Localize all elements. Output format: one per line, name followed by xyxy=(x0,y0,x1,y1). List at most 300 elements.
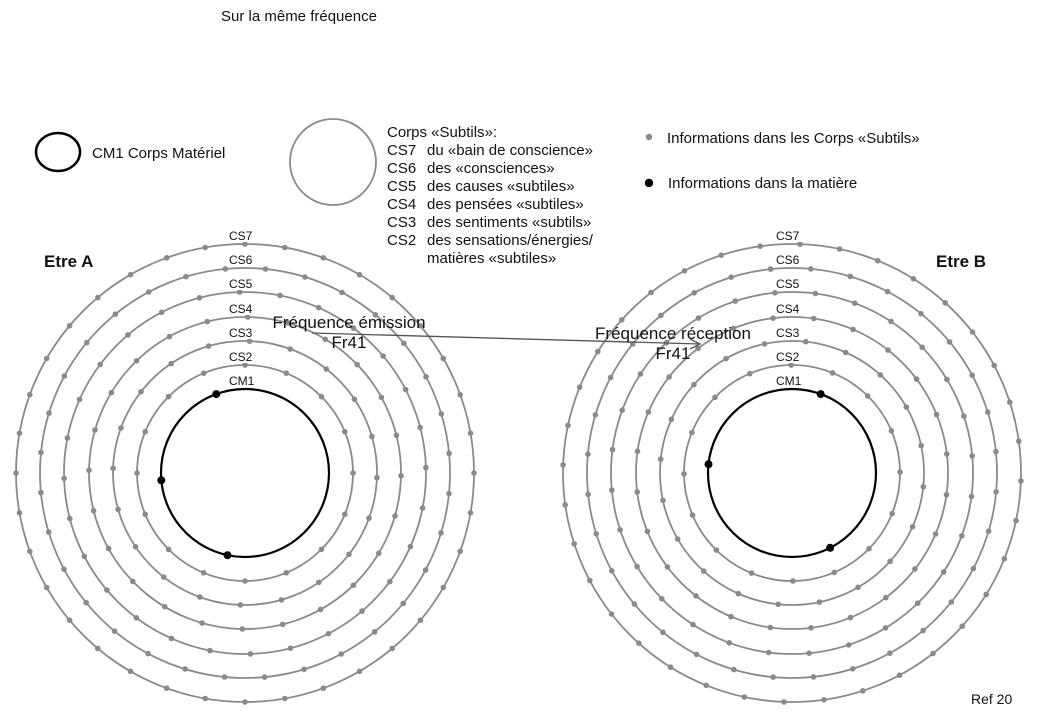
being-a-ring-label-cs6: CS6 xyxy=(229,253,253,267)
being-b-subtle-info-dot xyxy=(714,547,720,553)
being-a-subtle-info-dot xyxy=(357,272,363,278)
being-a-subtle-info-dot xyxy=(379,395,385,401)
being-a-subtle-info-dot xyxy=(161,574,167,580)
being-a-subtle-info-dot xyxy=(61,566,67,572)
being-a-subtle-info-dot xyxy=(280,622,286,628)
being-b-subtle-info-dot xyxy=(681,471,687,477)
being-b-subtle-info-dot xyxy=(911,276,917,282)
being-b-subtle-info-dot xyxy=(808,625,814,631)
being-a-subtle-info-dot xyxy=(321,255,327,261)
emission-frequency-title: Fréquence émission xyxy=(272,313,426,332)
being-a-subtle-info-dot xyxy=(366,515,372,521)
being-b-ring-label-cs3: CS3 xyxy=(776,326,800,340)
reception-frequency-label xyxy=(585,324,761,364)
being-b-subtle-info-dot xyxy=(757,243,763,249)
being-a-subtle-info-dot xyxy=(380,353,386,359)
being-b-subtle-info-dot xyxy=(947,339,953,345)
legend-subtle-code: CS6 xyxy=(387,160,417,177)
being-a-subtle-info-dot xyxy=(130,579,136,585)
being-b-subtle-info-dot xyxy=(690,622,696,628)
being-b-subtle-info-dot xyxy=(770,315,776,321)
being-a-subtle-info-dot xyxy=(167,334,173,340)
being-a-subtle-info-dot xyxy=(86,468,92,474)
being-b-subtle-info-dot xyxy=(969,453,975,459)
being-b-subtle-info-dot xyxy=(658,456,664,462)
being-b-subtle-info-dot xyxy=(768,266,774,272)
being-a-subtle-info-dot xyxy=(138,389,144,395)
being-a-subtle-info-dot xyxy=(46,529,52,535)
being-a-subtle-info-dot xyxy=(301,667,307,673)
being-b-subtle-info-dot xyxy=(609,568,615,574)
being-a-subtle-info-dot xyxy=(61,476,67,482)
being-a-subtle-info-dot xyxy=(145,651,151,657)
being-b-subtle-info-dot xyxy=(770,674,776,680)
being-b-subtle-info-dot xyxy=(766,650,772,656)
being-a-subtle-info-dot xyxy=(113,311,119,317)
being-b-subtle-info-dot xyxy=(985,409,991,415)
being-b-subtle-info-dot xyxy=(961,413,967,419)
being-a-subtle-info-dot xyxy=(206,343,212,349)
being-a-subtle-info-dot xyxy=(369,434,375,440)
emission-frequency-value: Fr41 xyxy=(331,333,367,352)
being-a-subtle-info-dot xyxy=(326,631,332,637)
being-b-subtle-info-dot xyxy=(762,341,768,347)
being-a-subtle-info-dot xyxy=(44,356,50,362)
being-b-subtle-info-dot xyxy=(837,246,843,252)
being-a-subtle-info-dot xyxy=(92,427,98,433)
being-a-subtle-info-dot xyxy=(302,274,308,280)
being-a-subtle-info-dot xyxy=(201,370,207,376)
being-b-subtle-info-dot xyxy=(944,451,950,457)
being-b-matter-info-dot xyxy=(817,390,825,398)
being-a-subtle-info-dot xyxy=(67,617,73,623)
being-a-label: Etre A xyxy=(44,252,94,271)
legend-matter-info-label: Informations dans la matière xyxy=(668,175,858,192)
being-b-subtle-info-dot xyxy=(728,274,734,280)
being-a-ring-label-cs5: CS5 xyxy=(229,277,253,291)
being-a-subtle-info-dot xyxy=(389,646,395,652)
being-b-subtle-info-dot xyxy=(658,313,664,319)
legend-subtle-text: matières «subtiles» xyxy=(427,250,557,267)
legend-subtle-info-label: Informations dans les Corps «Subtils» xyxy=(667,130,920,147)
being-b-subtle-info-dot xyxy=(933,531,939,537)
being-a-ring-cm1 xyxy=(161,389,329,557)
being-b-subtle-info-dot xyxy=(883,625,889,631)
being-a-subtle-info-dot xyxy=(441,356,447,362)
being-a-subtle-info-dot xyxy=(159,310,165,316)
being-b-subtle-info-dot xyxy=(897,469,903,475)
legend-subtle-row xyxy=(387,178,593,196)
being-b-subtle-info-dot xyxy=(732,298,738,304)
being-a-subtle-info-dot xyxy=(205,319,211,325)
being-b-subtle-info-dot xyxy=(781,699,787,705)
being-b-matter-info-dot xyxy=(826,544,834,552)
legend-subtle-circle xyxy=(290,119,376,205)
legend-subtle-code: CS4 xyxy=(387,196,417,213)
being-a-subtle-info-dot xyxy=(338,651,344,657)
being-b-subtle-info-dot xyxy=(883,595,889,601)
being-a-subtle-info-dot xyxy=(352,396,358,402)
being-b-subtle-info-dot xyxy=(934,412,940,418)
being-b-subtle-info-dot xyxy=(959,623,965,629)
being-b-subtle-info-dot xyxy=(712,395,718,401)
being-a-subtle-info-dot xyxy=(91,508,97,514)
being-b-subtle-info-dot xyxy=(619,317,625,323)
being-a-subtle-info-dot xyxy=(67,323,73,329)
being-b-subtle-info-dot xyxy=(855,585,861,591)
being-b-subtle-info-dot xyxy=(904,404,910,410)
being-a-matter-info-dot xyxy=(157,476,165,484)
legend-subtle-code xyxy=(387,250,427,268)
being-a-subtle-info-dot xyxy=(166,547,172,553)
being-a-ring-label-cs7: CS7 xyxy=(229,229,253,243)
being-a-subtle-info-dot xyxy=(357,669,363,675)
being-a-subtle-info-dot xyxy=(441,585,447,591)
being-b-subtle-info-dot xyxy=(691,382,697,388)
being-b-subtle-info-dot xyxy=(885,347,891,353)
being-b-subtle-info-dot xyxy=(645,529,651,535)
being-a-subtle-info-dot xyxy=(263,266,269,272)
being-b-subtle-info-dot xyxy=(747,371,753,377)
being-a-subtle-info-dot xyxy=(17,510,23,516)
being-b-subtle-info-dot xyxy=(577,384,583,390)
being-b-subtle-info-dot xyxy=(889,511,895,517)
being-a-ring-label-cs4: CS4 xyxy=(229,302,253,316)
being-b-subtle-info-dot xyxy=(914,376,920,382)
being-b-subtle-info-dot xyxy=(1018,478,1024,484)
being-a-subtle-info-dot xyxy=(134,358,140,364)
being-b-subtle-info-dot xyxy=(617,527,623,533)
being-b-subtle-info-dot xyxy=(983,592,989,598)
being-a-subtle-info-dot xyxy=(408,544,414,550)
being-b-subtle-info-dot xyxy=(593,412,599,418)
being-a-subtle-info-dot xyxy=(62,373,68,379)
being-a-subtle-info-dot xyxy=(372,629,378,635)
being-a-subtle-info-dot xyxy=(262,674,268,680)
being-b-subtle-info-dot xyxy=(993,489,999,495)
legend-subtle-code: CS2 xyxy=(387,232,417,249)
being-a-subtle-info-dot xyxy=(417,425,423,431)
being-b-subtle-info-dot xyxy=(608,375,614,381)
being-a-subtle-info-dot xyxy=(423,567,429,573)
legend-subtle-row xyxy=(387,160,593,178)
being-b-subtle-info-dot xyxy=(993,449,999,455)
being-a-subtle-info-dot xyxy=(133,544,139,550)
being-b-subtle-info-dot xyxy=(665,564,671,570)
being-b-label: Etre B xyxy=(936,252,987,271)
being-a-subtle-info-dot xyxy=(282,245,288,251)
being-a-subtle-info-dot xyxy=(284,570,290,576)
being-a-subtle-info-dot xyxy=(27,392,33,398)
being-a-subtle-info-dot xyxy=(222,674,228,680)
being-a-subtle-info-dot xyxy=(387,579,393,585)
being-a-subtle-info-dot xyxy=(197,594,203,600)
being-b-subtle-info-dot xyxy=(887,650,893,656)
being-a-ring-label-cs2: CS2 xyxy=(229,350,253,364)
being-b-subtle-info-dot xyxy=(635,449,641,455)
legend-subtle-code: CS7 xyxy=(387,142,417,159)
being-a-subtle-info-dot xyxy=(342,429,348,435)
being-b-subtle-info-dot xyxy=(949,599,955,605)
being-b-subtle-info-dot xyxy=(821,697,827,703)
being-a-subtle-info-dot xyxy=(316,580,322,586)
being-a-ring-label-cm1: CM1 xyxy=(229,374,255,388)
being-b-ring-label-cs5: CS5 xyxy=(776,277,800,291)
being-a-subtle-info-dot xyxy=(38,490,44,496)
emission-frequency-label xyxy=(263,313,435,353)
being-a-subtle-info-dot xyxy=(164,685,170,691)
being-b-subtle-info-dot xyxy=(660,498,666,504)
legend-material-circle xyxy=(36,133,80,171)
being-b-subtle-info-dot xyxy=(571,541,577,547)
being-a-subtle-info-dot xyxy=(446,451,452,457)
legend-material-label: CM1 Corps Matériel xyxy=(92,145,226,162)
being-b-subtle-info-dot xyxy=(593,531,599,537)
being-a-subtle-info-dot xyxy=(118,425,124,431)
reference-label: Ref 20 xyxy=(971,691,1013,707)
being-b-subtle-info-dot xyxy=(970,329,976,335)
being-a-subtle-info-dot xyxy=(398,473,404,479)
being-a-subtle-info-dot xyxy=(392,513,398,519)
being-a-subtle-info-dot xyxy=(342,512,348,518)
being-b-subtle-info-dot xyxy=(619,407,625,413)
legend-subtle-text: des causes «subtiles» xyxy=(427,178,575,195)
being-b-subtle-info-dot xyxy=(866,546,872,552)
being-b-subtle-info-dot xyxy=(675,536,681,542)
being-a-subtle-info-dot xyxy=(168,361,174,367)
being-a-subtle-info-dot xyxy=(420,505,426,511)
being-a-subtle-info-dot xyxy=(248,651,254,657)
being-b-subtle-info-dot xyxy=(562,502,568,508)
being-b-subtle-info-dot xyxy=(921,484,927,490)
being-a-subtle-info-dot xyxy=(351,582,357,588)
legend-subtle-text: des pensées «subtiles» xyxy=(427,196,584,213)
being-b-subtle-info-dot xyxy=(817,599,823,605)
being-a-subtle-info-dot xyxy=(146,289,152,295)
being-b-subtle-info-dot xyxy=(1002,556,1008,562)
being-b-subtle-info-dot xyxy=(775,602,781,608)
being-a-subtle-info-dot xyxy=(128,669,134,675)
being-b-subtle-info-dot xyxy=(852,300,858,306)
being-a-subtle-info-dot xyxy=(284,370,290,376)
being-a-matter-info-dot xyxy=(212,390,220,398)
being-b-subtle-info-dot xyxy=(991,363,997,369)
being-b-subtle-info-dot xyxy=(726,640,732,646)
being-a-subtle-info-dot xyxy=(288,645,294,651)
being-a-subtle-info-dot xyxy=(207,648,213,654)
being-a-subtle-info-dot xyxy=(97,362,103,368)
being-a-subtle-info-dot xyxy=(197,295,203,301)
being-a-subtle-info-dot xyxy=(83,600,89,606)
being-a-subtle-info-dot xyxy=(46,410,52,416)
legend-subtle-row xyxy=(387,250,593,268)
being-b-subtle-info-dot xyxy=(865,393,871,399)
being-b-subtle-info-dot xyxy=(659,596,665,602)
being-b-subtle-info-dot xyxy=(718,252,724,258)
being-b-subtle-info-dot xyxy=(728,614,734,620)
being-b-subtle-info-dot xyxy=(848,615,854,621)
being-b-subtle-info-dot xyxy=(919,345,925,351)
being-a-ring-label-cs3: CS3 xyxy=(229,326,253,340)
being-a-subtle-info-dot xyxy=(350,470,356,476)
being-b-subtle-info-dot xyxy=(920,628,926,634)
being-b-subtle-info-dot xyxy=(703,683,709,689)
being-b-subtle-info-dot xyxy=(918,443,924,449)
legend-subtle-text: des sensations/énergies/ xyxy=(427,232,593,249)
being-a-subtle-info-dot xyxy=(374,475,380,481)
being-a-subtle-info-dot xyxy=(418,617,424,623)
being-a-subtle-info-dot xyxy=(201,570,207,576)
being-b-subtle-info-dot xyxy=(850,666,856,672)
legend-subtle-title: Corps «Subtils»: xyxy=(387,124,498,141)
being-a-subtle-info-dot xyxy=(84,340,90,346)
being-a-subtle-info-dot xyxy=(110,466,116,472)
being-a-rings xyxy=(13,228,477,705)
being-a-subtle-info-dot xyxy=(318,607,324,613)
being-b-subtle-info-dot xyxy=(887,559,893,565)
page-header: Sur la même fréquence xyxy=(221,8,377,25)
being-b-subtle-info-dot xyxy=(585,451,591,457)
being-b-ring-label-cs2: CS2 xyxy=(776,350,800,364)
being-a-subtle-info-dot xyxy=(95,295,101,301)
being-b-subtle-info-dot xyxy=(813,291,819,297)
legend-matter-dot xyxy=(645,179,653,187)
being-b-subtle-info-dot xyxy=(690,512,696,518)
being-a-subtle-info-dot xyxy=(319,394,325,400)
being-b-subtle-info-dot xyxy=(634,489,640,495)
being-b-subtle-info-dot xyxy=(847,274,853,280)
being-a-subtle-info-dot xyxy=(319,547,325,553)
being-b-subtle-info-dot xyxy=(691,290,697,296)
being-b-subtle-info-dot xyxy=(959,533,965,539)
being-b-subtle-info-dot xyxy=(808,266,814,272)
being-b-subtle-info-dot xyxy=(1013,518,1019,524)
being-a-subtle-info-dot xyxy=(65,435,71,441)
being-a-subtle-info-dot xyxy=(446,491,452,497)
legend-subtle-text: des «consciences» xyxy=(427,160,555,177)
being-a-subtle-info-dot xyxy=(457,392,463,398)
being-a-subtle-info-dot xyxy=(423,374,429,380)
being-b-subtle-info-dot xyxy=(610,447,616,453)
being-b-subtle-info-dot xyxy=(682,268,688,274)
being-a-subtle-info-dot xyxy=(438,530,444,536)
being-b-subtle-info-dot xyxy=(731,667,737,673)
being-a-subtle-info-dot xyxy=(282,696,288,702)
being-b-subtle-info-dot xyxy=(885,289,891,295)
being-b-subtle-info-dot xyxy=(768,625,774,631)
being-b-subtle-info-dot xyxy=(969,494,975,500)
being-b-subtle-info-dot xyxy=(912,566,918,572)
being-a-subtle-info-dot xyxy=(125,332,131,338)
being-b-subtle-info-dot xyxy=(860,688,866,694)
being-a-subtle-info-dot xyxy=(403,387,409,393)
being-a-subtle-info-dot xyxy=(112,628,118,634)
being-b-subtle-info-dot xyxy=(648,290,654,296)
being-a-subtle-info-dot xyxy=(389,295,395,301)
being-b-subtle-info-dot xyxy=(587,578,593,584)
being-a-subtle-info-dot xyxy=(468,510,474,516)
being-a-subtle-info-dot xyxy=(240,626,246,632)
being-a-subtle-info-dot xyxy=(471,470,477,476)
being-a-subtle-info-dot xyxy=(169,636,175,642)
being-a-subtle-info-dot xyxy=(354,362,360,368)
being-a-subtle-info-dot xyxy=(376,551,382,557)
being-b-subtle-info-dot xyxy=(565,423,571,429)
being-b-subtle-info-dot xyxy=(918,311,924,317)
being-b-subtle-info-dot xyxy=(790,578,796,584)
being-a-subtle-info-dot xyxy=(104,587,110,593)
being-b-subtle-info-dot xyxy=(889,428,895,434)
legend-subtle-row xyxy=(387,232,593,250)
being-a-subtle-info-dot xyxy=(115,507,121,513)
being-b-subtle-info-dot xyxy=(585,492,591,498)
being-b-subtle-info-dot xyxy=(897,672,903,678)
being-b-subtle-info-dot xyxy=(560,462,566,468)
reception-frequency-value: Fr41 xyxy=(655,344,691,363)
being-a-subtle-info-dot xyxy=(183,274,189,280)
being-b-subtle-info-dot xyxy=(660,630,666,636)
legend-subtle-list xyxy=(387,142,593,268)
being-b-subtle-info-dot xyxy=(930,651,936,657)
being-a-subtle-info-dot xyxy=(27,549,33,555)
being-b-ring-label-cs4: CS4 xyxy=(776,302,800,316)
legend-subtle-dot xyxy=(646,134,652,140)
being-b-ring-cm1 xyxy=(708,389,876,557)
being-b-subtle-info-dot xyxy=(742,694,748,700)
being-b-subtle-info-dot xyxy=(875,258,881,264)
being-a-subtle-info-dot xyxy=(321,685,327,691)
being-b-subtle-info-dot xyxy=(944,492,950,498)
being-b-ring-label-cs7: CS7 xyxy=(776,229,800,243)
being-a-subtle-info-dot xyxy=(128,272,134,278)
being-a-subtle-info-dot xyxy=(242,699,248,705)
being-a-subtle-info-dot xyxy=(44,585,50,591)
being-b-subtle-info-dot xyxy=(878,372,884,378)
being-b-subtle-info-dot xyxy=(811,674,817,680)
being-a-subtle-info-dot xyxy=(17,430,23,436)
being-b-subtle-info-dot xyxy=(696,315,702,321)
legend-subtle-row xyxy=(387,196,593,214)
being-a-subtle-info-dot xyxy=(316,305,322,311)
being-b-subtle-info-dot xyxy=(971,566,977,572)
being-b-subtle-info-dot xyxy=(1007,399,1013,405)
being-a-subtle-info-dot xyxy=(182,666,188,672)
being-b-subtle-info-dot xyxy=(701,568,707,574)
being-b-subtle-info-dot xyxy=(638,371,644,377)
being-a-subtle-info-dot xyxy=(199,620,205,626)
being-a-subtle-info-dot xyxy=(339,290,345,296)
being-a-subtle-info-dot xyxy=(359,608,365,614)
being-b-subtle-info-dot xyxy=(646,409,652,415)
being-b-subtle-info-dot xyxy=(944,377,950,383)
being-a-subtle-info-dot xyxy=(346,552,352,558)
being-a-subtle-info-dot xyxy=(13,470,19,476)
being-b-subtle-info-dot xyxy=(846,642,852,648)
being-a-subtle-info-dot xyxy=(77,397,83,403)
being-a-subtle-info-dot xyxy=(202,245,208,251)
legend-subtle-row xyxy=(387,142,593,160)
being-b-matter-info-dot xyxy=(705,460,713,468)
being-a-subtle-info-dot xyxy=(109,390,115,396)
being-a-subtle-info-dot xyxy=(457,549,463,555)
being-b-subtle-info-dot xyxy=(1016,438,1022,444)
being-a-subtle-info-dot xyxy=(106,546,112,552)
being-a-subtle-info-dot xyxy=(277,293,283,299)
reception-frequency-title: Fréquence réception xyxy=(595,324,751,343)
being-b-subtle-info-dot xyxy=(969,372,975,378)
being-a-subtle-info-dot xyxy=(142,429,148,435)
being-a-subtle-info-dot xyxy=(468,430,474,436)
